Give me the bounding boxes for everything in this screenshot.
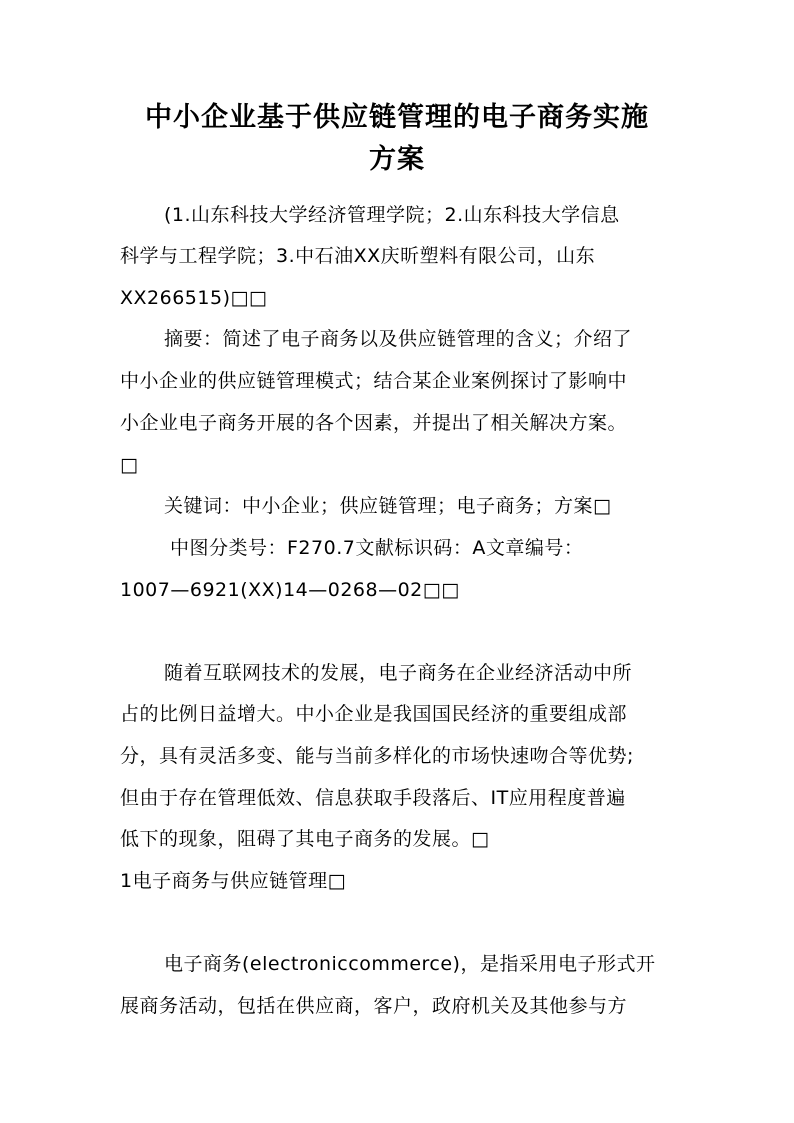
abstract-line-4: □ bbox=[120, 454, 139, 476]
document-title-line-2: 方案 bbox=[369, 144, 425, 175]
document-title-line-1: 中小企业基于供应链管理的电子商务实施 bbox=[145, 102, 649, 133]
abstract-line-2: 中小企业的供应链管理模式；结合某企业案例探讨了影响中 bbox=[120, 370, 628, 392]
abstract-line-3: 小企业电子商务开展的各个因素，并提出了相关解决方案。 bbox=[120, 412, 628, 434]
intro-line-4: 但由于存在管理低效、信息获取手段落后、IT应用程度普遍 bbox=[120, 787, 626, 809]
affiliation-line-3: XX266515)□□ bbox=[120, 287, 268, 309]
affiliation-line-2: 科学与工程学院；3.中石油XX庆昕塑料有限公司，山东 bbox=[120, 245, 596, 267]
classification-line-2: 1007—6921(XX)14—0268—02□□ bbox=[120, 579, 460, 601]
section-1-heading: 1电子商务与供应链管理□ bbox=[120, 870, 347, 892]
body-1-line-2: 展商务活动，包括在供应商，客户，政府机关及其他参与方 bbox=[120, 995, 628, 1017]
keywords-line: 关键词：中小企业；供应链管理；电子商务；方案□ bbox=[164, 495, 612, 517]
body-1-line-1: 电子商务(electroniccommerce)，是指采用电子形式开 bbox=[164, 953, 656, 975]
classification-line-1: 中图分类号：F270.7文献标识码：A文章编号： bbox=[170, 537, 584, 559]
intro-line-5: 低下的现象，阻碍了其电子商务的发展。□ bbox=[120, 828, 490, 850]
intro-line-1: 随着互联网技术的发展，电子商务在企业经济活动中所 bbox=[164, 662, 633, 684]
intro-line-2: 占的比例日益增大。中小企业是我国国民经济的重要组成部 bbox=[120, 703, 628, 725]
intro-line-3: 分，具有灵活多变、能与当前多样化的市场快速吻合等优势; bbox=[120, 745, 634, 767]
affiliation-line-1: (1.山东科技大学经济管理学院；2.山东科技大学信息 bbox=[164, 204, 620, 226]
abstract-line-1: 摘要：简述了电子商务以及供应链管理的含义；介绍了 bbox=[164, 328, 633, 350]
